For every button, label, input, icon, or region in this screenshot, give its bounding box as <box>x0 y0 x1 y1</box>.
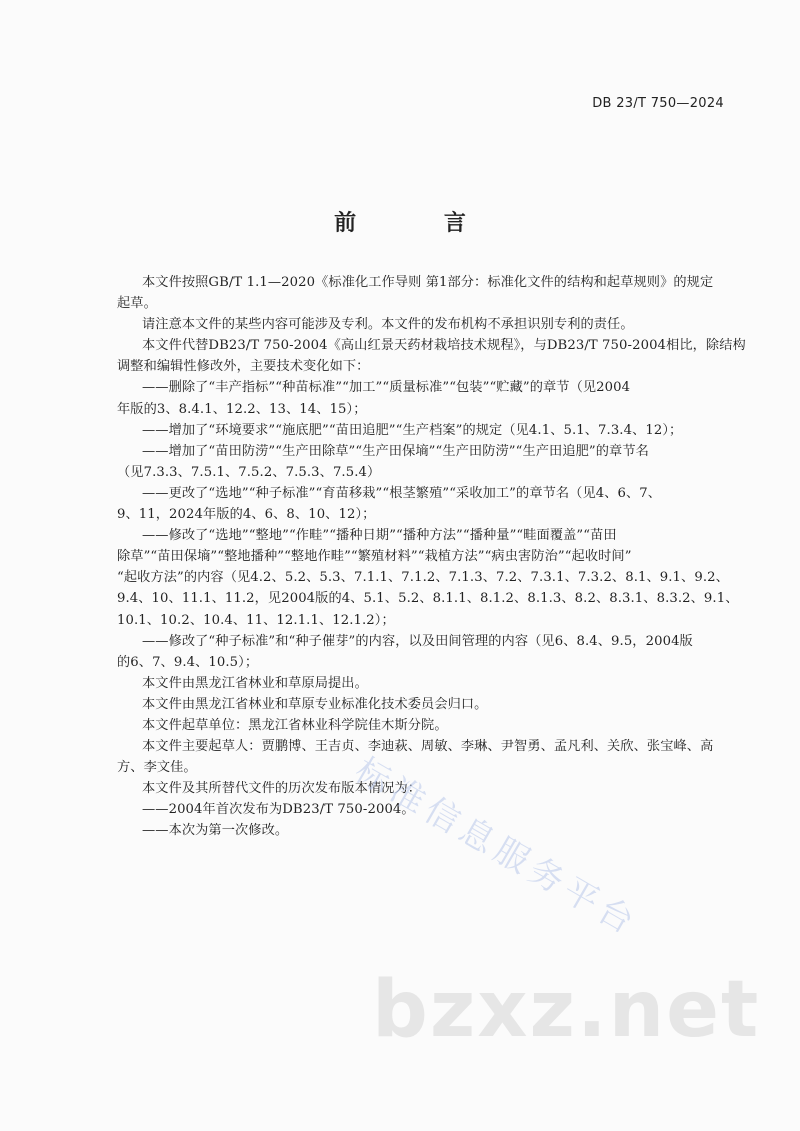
paragraph-line: ——修改了“种子标准”和“种子催芽”的内容，以及田间管理的内容（见6、8.4、9.5，2004版 <box>142 633 693 649</box>
paragraph-line: ——更改了“选地”“种子标准”“育苗移栽”“根茎繁殖”“采收加工”的章节名（见4、6、7、 <box>142 485 662 501</box>
paragraph-line: 本文件由黑龙江省林业和草原局提出。 <box>142 675 368 691</box>
watermark-text: 标准信息服务平台 <box>348 750 646 945</box>
paragraph-line: 本文件按照GB/T 1.1—2020《标准化工作导则 第1部分：标准化文件的结构和起草规则》的规定 <box>142 275 714 290</box>
paragraph-line: 的6、7、9.4、10.5）； <box>117 654 259 670</box>
paragraph-line: ——2004年首次发布为DB23/T 750-2004。 <box>142 802 415 818</box>
paragraph-line: “起收方法”的内容（见4.2、5.2、5.3、7.1.1、7.1.2、7.1.3、7.2、7.3.1、7.3.2、8.1、9.1、9.2、 <box>117 570 729 586</box>
paragraph-line: ——本次为第一次修改。 <box>142 823 289 839</box>
paragraph-line: 方、李文佳。 <box>117 760 197 776</box>
paragraph-line: 本文件主要起草人：贾鹏博、王吉贞、李迪萩、周敏、李琳、尹智勇、孟凡利、关欣、张宝峰、高 <box>142 739 714 755</box>
paragraph-line: ——增加了“环境要求”“施底肥”“苗田追肥”“生产档案”的规定（见4.1、5.1、7.3.4、12）； <box>142 422 683 438</box>
paragraph-line: ——增加了“苗田防涝”“生产田除草”“生产田保墒”“生产田防涝”“生产田追肥”的章节名 <box>142 443 649 459</box>
paragraph-line: 请注意本文件的某些内容可能涉及专利。本文件的发布机构不承担识别专利的责任。 <box>142 317 634 333</box>
paragraph-line: ——删除了“丰产指标”“种苗标准”“加工”“质量标准”“包装”“贮藏”的章节（见2004 <box>142 380 631 396</box>
paragraph-line: （见7.3.3、7.5.1、7.5.2、7.5.3、7.5.4） <box>117 464 381 480</box>
paragraph-line: 本文件起草单位：黑龙江省林业科学院佳木斯分院。 <box>142 717 448 733</box>
paragraph-line: 本文件代替DB23/T 750-2004《高山红景天药材栽培技术规程》，与DB23/T 750-2004相比，除结构 <box>142 338 746 354</box>
paragraph-line: 10.1、10.2、10.4、11、12.1.1、12.1.2）； <box>117 612 395 628</box>
foreword-body <box>117 272 746 842</box>
page-title: 前 言 <box>334 210 506 236</box>
document-code: DB 23/T 750—2024 <box>592 96 724 111</box>
paragraph-line: ——修改了“选地”“整地”“作畦”“播种日期”“播种方法”“播种量”“畦面覆盖”“苗田 <box>142 528 617 544</box>
paragraph-line: 起草。 <box>117 296 157 312</box>
paragraph-line: 年版的3、8.4.1、12.2、13、14、15）； <box>117 401 367 417</box>
paragraph-line: 9.4、10、11.1、11.2，见2004版的4、5.1、5.2、8.1.1、8.1.2、8.1.3、8.2、8.3.1、8.3.2、9.1、 <box>117 591 739 607</box>
paragraph-line: 9、11，2024年版的4、6、8、10、12）； <box>117 507 376 523</box>
paragraph-line: 调整和编辑性修改外，主要技术变化如下： <box>117 359 370 375</box>
paragraph-line: 本文件由黑龙江省林业和草原专业标准化技术委员会归口。 <box>142 696 488 712</box>
paragraph-line: 除草”“苗田保墒”“整地播种”“整地作畦”“繁殖材料”“栽植方法”“病虫害防治”“起收时间” <box>117 549 632 565</box>
paragraph-line: 本文件及其所替代文件的历次发布版本情况为： <box>142 781 422 797</box>
watermark-site: bzxz.net <box>372 965 761 1055</box>
